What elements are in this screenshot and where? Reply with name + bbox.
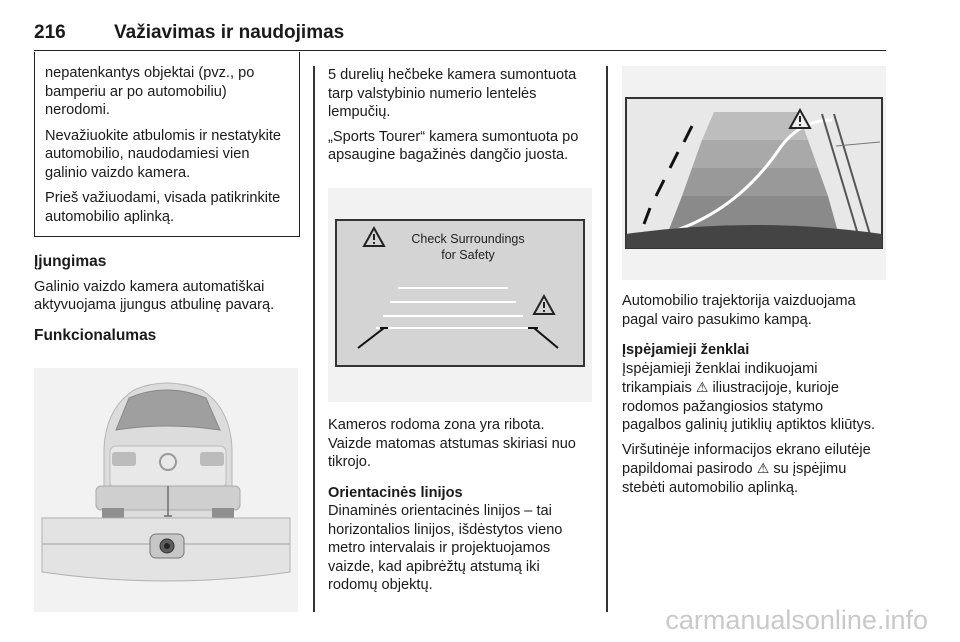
column-divider-2 [606,66,608,612]
heading-ispejamieji: Įspėjamieji ženklai [622,342,750,358]
car-camera-illustration [34,368,298,612]
page-header [34,22,886,51]
warning-text-2: Nevažiuokite atbulomis ir nestatykite automobilio, naudodamiesi vien galinio vaizdo kamera. [45,127,282,181]
warning-signs-text-a: Įspėjamieji ženklai indikuojami trikampiais [622,360,818,396]
paragraph-zone-limited: Kameros rodoma zona yra ribota. Vaizde matomas atstumas skiriasi nuo tikrojo. [328,417,576,470]
warning-triangle-icon: ⚠ [695,379,709,395]
camera-display-illustration [328,188,592,402]
watermark: carmanualsonline.info [665,605,928,635]
warning-box [34,52,300,237]
screen-text-line-2: for Safety [441,248,495,262]
column-divider-1 [313,66,315,612]
column-2-lower [328,416,592,601]
heading-orientacines: Orientacinės linijos [328,484,463,501]
heading-ijungimas: Įjungimas [34,253,107,270]
column-3-lower [622,292,886,503]
top-line-text-b: su įspėjimu stebėti automobilio aplinką. [622,461,847,496]
paragraph-warning-signs [622,360,886,435]
warning-text-1: nepatenkantys objektai (pvz., po bamperiu ar po automobiliu) nerodomi. [45,65,255,118]
warning-triangle-icon: ⚠ [756,460,770,476]
paragraph-trajectory: Automobilio trajektorija vaizduojama pagal vairo pasukimo kampą. [622,293,856,328]
paragraph-hatchback-camera: 5 durelių hečbeke kamera sumontuota tarp valstybinio numerio lentelės lempučių. [328,67,577,120]
paragraph-sports-tourer: „Sports Tourer“ kamera sumontuota po apsaugine bagažinės dangčio juosta. [328,128,579,163]
trajectory-illustration [622,66,886,280]
screen-text-line-1: Check Surroundings [411,232,525,246]
page-number: 216 [34,22,66,43]
paragraph-guidelines: Dinaminės orientacinės linijos – tai horizontalios linijos, išdėstytos vieno metro intervalais ir projektuojamos vaizde, kad apibrėžtų atstumą iki rodomų objektų. [328,503,563,593]
paragraph-ijungimas: Galinio vaizdo kamera automatiškai aktyvuojama įjungus atbulinę pavarą. [34,278,275,313]
warning-signs-text-b: iliustracijoje, kurioje rodomos pažangiosios statymo pagalbos galinių jutiklių aptiktos kliūtys. [622,380,876,433]
paragraph-top-line [622,441,886,498]
top-line-text-a: Viršutinėje informacijos ekrano eilutėje papildomai pasirodo [622,441,871,477]
warning-text-3: Prieš važiuodami, visada patikrinkite automobilio aplinką. [45,190,281,225]
heading-funkcionalumas: Funkcionalumas [34,326,157,344]
column-1 [34,52,300,351]
page-title: Važiavimas ir naudojimas [114,22,345,43]
column-2 [328,66,592,171]
